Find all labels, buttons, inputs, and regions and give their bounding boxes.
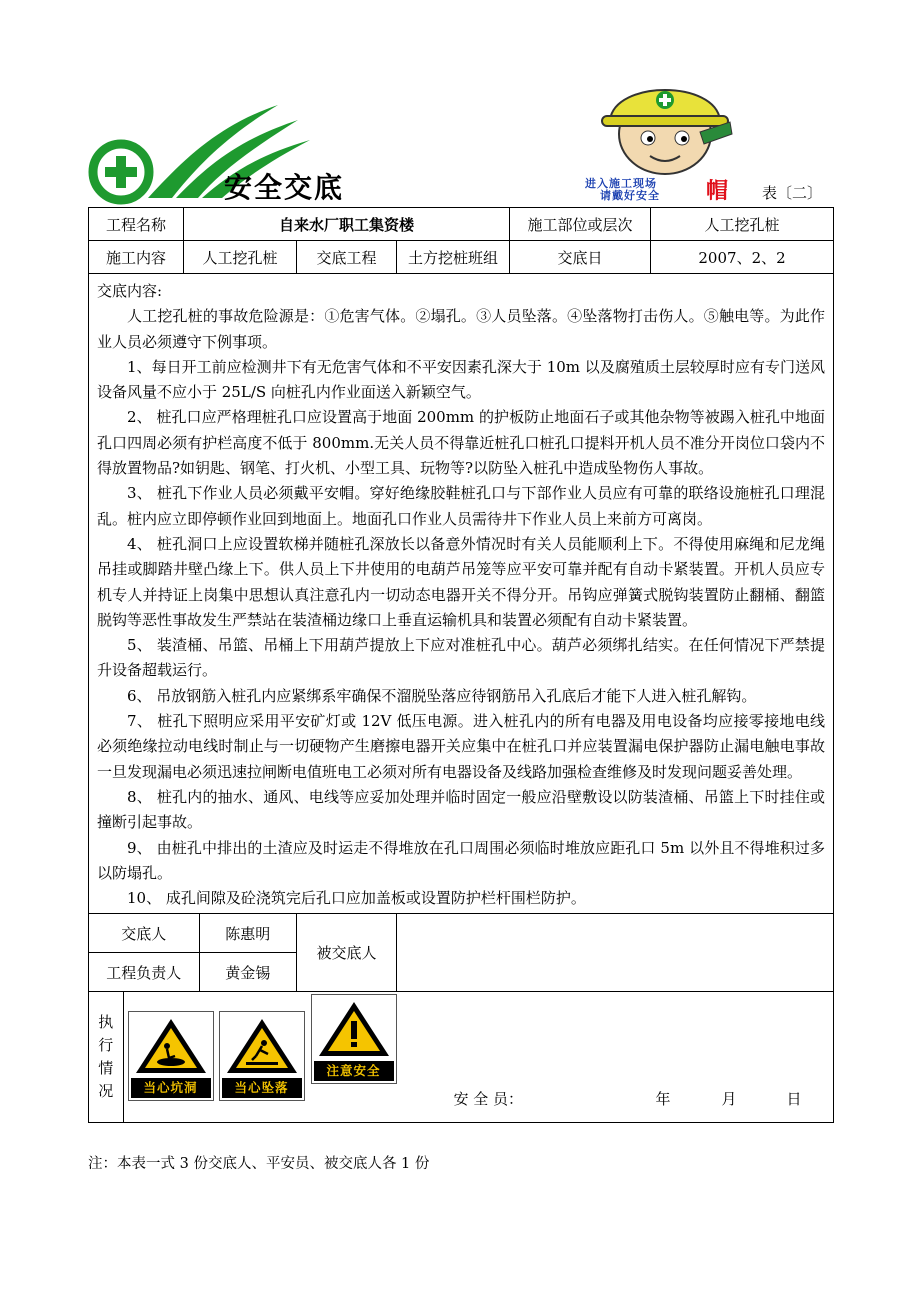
briefing-paragraph: 5、 装渣桶、吊篮、吊桶上下用葫芦提放上下应对准桩孔中心。葫芦必须绑扎结实。在任何情况下严禁提升设备超载运行。 <box>97 636 826 680</box>
date-label: 交底日 <box>510 241 651 274</box>
sign-caption: 注意安全 <box>314 1061 394 1081</box>
briefer-value: 陈惠明 <box>199 914 296 953</box>
briefing-content-row <box>89 274 834 914</box>
safety-officer-label: 安 全 员： <box>453 1090 524 1109</box>
briefing-project-label: 交底工程 <box>297 241 397 274</box>
briefing-paragraph: 人工挖孔桩的事故危险源是：①危害气体。②塌孔。③人员坠落。④坠落物打击伤人。⑤触电等。为此作业人员必须遵守下例事项。 <box>97 307 826 351</box>
info-row-1 <box>89 208 834 241</box>
sign-caption: 当心坠落 <box>222 1078 302 1098</box>
pit-warning-sign <box>128 1011 214 1101</box>
date-value: 2007、2、2 <box>651 241 834 274</box>
briefing-paragraph: 2、 桩孔口应严格理桩孔口应设置高于地面 200mm 的护板防止地面石子或其他杂物等被踢入桩孔中地面孔口四周必须有护栏高度不低于 800mm.无关人员不得靠近桩孔口桩孔口提料开机人员不准分开岗位口袋内不得放置物品?如钥匙、钢笔、打火机、小型工具、玩物等?以防坠入桩孔中造成坠物伤人事故。 <box>97 408 826 478</box>
briefing-paragraph: 10、 成孔间隙及砼浇筑完后孔口应加盖板或设置防护栏杆围栏防护。 <box>127 889 586 908</box>
manager-value: 黄金锡 <box>199 953 296 992</box>
form-number: 表〔二〕 <box>762 184 823 202</box>
caution-sign <box>311 994 397 1084</box>
receiver-label: 被交底人 <box>297 914 397 992</box>
fall-hazard-icon <box>224 1016 300 1076</box>
briefing-paragraph: 8、 桩孔内的抽水、通风、电线等应妥加处理并临时固定一般应沿壁敷设以防装渣桶、吊篮上下时挂住或撞断引起事故。 <box>97 787 826 832</box>
receiver-signature-area[interactable] <box>397 914 834 992</box>
signature-row-1 <box>89 914 834 992</box>
briefing-paragraph: 1、每日开工前应检测井下有无危害气体和不平安因素孔深大于 10m 以及腐殖质土层较厚时应有专门送风设备风量不应小于 25L/S 向桩孔内作业面送入新颖空气。 <box>97 357 826 402</box>
month-label: 月 <box>721 1090 737 1109</box>
content-label: 施工内容 <box>89 241 184 274</box>
briefing-paragraph: 9、 由桩孔中排出的土渣应及时运走不得堆放在孔口周围必须临时堆放应距孔口 5m 以外且不得堆积过多以防塌孔。 <box>97 838 826 882</box>
execution-content <box>123 992 833 1122</box>
execution-label <box>89 992 123 1122</box>
caution-icon <box>316 999 392 1059</box>
location-value: 人工挖孔桩 <box>651 208 834 241</box>
logo-title: 安全交底 <box>224 171 345 204</box>
briefing-project-value: 土方挖桩班组 <box>397 241 510 274</box>
briefing-paragraph: 4、 桩孔洞口上应设置软梯并随桩孔深放长以备意外情况时有关人员能顺利上下。不得使用麻绳和尼龙绳吊挂或脚踏井壁凸缘上下。供人员上下井使用的电葫芦吊笼等应平安可靠并配有自动卡紧装置。开机人员应专机专人并持证上岗集中思想认真注意孔内一切动态电器开关不得分开。吊钩应弹簧式脱钩装置防止翻桶、翻篮脱钩等恶性事故发生严禁站在装渣桶边缘口上垂直运输机具和装置必须配有自动卡紧装置。 <box>97 534 826 629</box>
location-label: 施工部位或层次 <box>510 208 651 241</box>
slogan-hat-char: 帽 <box>706 179 729 204</box>
project-name-label: 工程名称 <box>89 208 184 241</box>
briefing-paragraph: 7、 桩孔下照明应采用平安矿灯或 12V 低压电源。进入桩孔内的所有电器及用电设备均应接零接地电线必须绝缘拉动电线时制止与一切硬物产生磨擦电器开关应集中在桩孔口并应装置漏电保护器防止漏电触电事故一旦发现漏电必须迅速拉闸断电值班电工必须对所有电器设备及线路加强检查维修及时发现问题妥善处理。 <box>97 712 826 781</box>
execution-row <box>89 992 834 1123</box>
briefing-paragraph: 3、 桩孔下作业人员必须戴平安帽。穿好绝缘胶鞋桩孔口与下部作业人员应有可靠的联络设施桩孔口理混乱。桩内应立即停顿作业回到地面上。地面孔口作业人员需待井下作业人员上来前方可离岗。 <box>97 484 826 528</box>
signature-table <box>89 914 296 991</box>
execution-block <box>89 992 834 1123</box>
project-name-value: 自来水厂职工集资楼 <box>184 208 510 241</box>
sign-caption: 当心坑洞 <box>131 1078 211 1098</box>
slogan-line-2: 请戴好安全 <box>600 189 660 202</box>
briefing-paragraph: 6、 吊放钢筋入桩孔内应紧绑系牢确保不溜脱坠落应待钢筋吊入孔底后才能下人进入桩孔解钩。 <box>127 686 757 705</box>
manager-label: 工程负责人 <box>89 953 199 992</box>
info-row-2 <box>89 241 834 274</box>
slogan-line-1: 进入施工现场 <box>585 177 657 190</box>
execution-label-text: 执行情况 <box>98 1013 114 1101</box>
pit-hazard-icon <box>133 1016 209 1076</box>
day-label: 日 <box>786 1090 802 1109</box>
content-value: 人工挖孔桩 <box>184 241 297 274</box>
fall-warning-sign <box>219 1011 305 1101</box>
signature-block <box>89 914 297 992</box>
briefing-heading: 交底内容: <box>97 282 163 300</box>
footnote: 注：本表一式 3 份交底人、平安员、被交底人各 1 份 <box>88 1156 430 1172</box>
briefing-content <box>89 274 834 914</box>
briefer-label: 交底人 <box>89 914 199 953</box>
year-label: 年 <box>655 1090 671 1109</box>
briefing-form-table <box>88 207 834 1123</box>
